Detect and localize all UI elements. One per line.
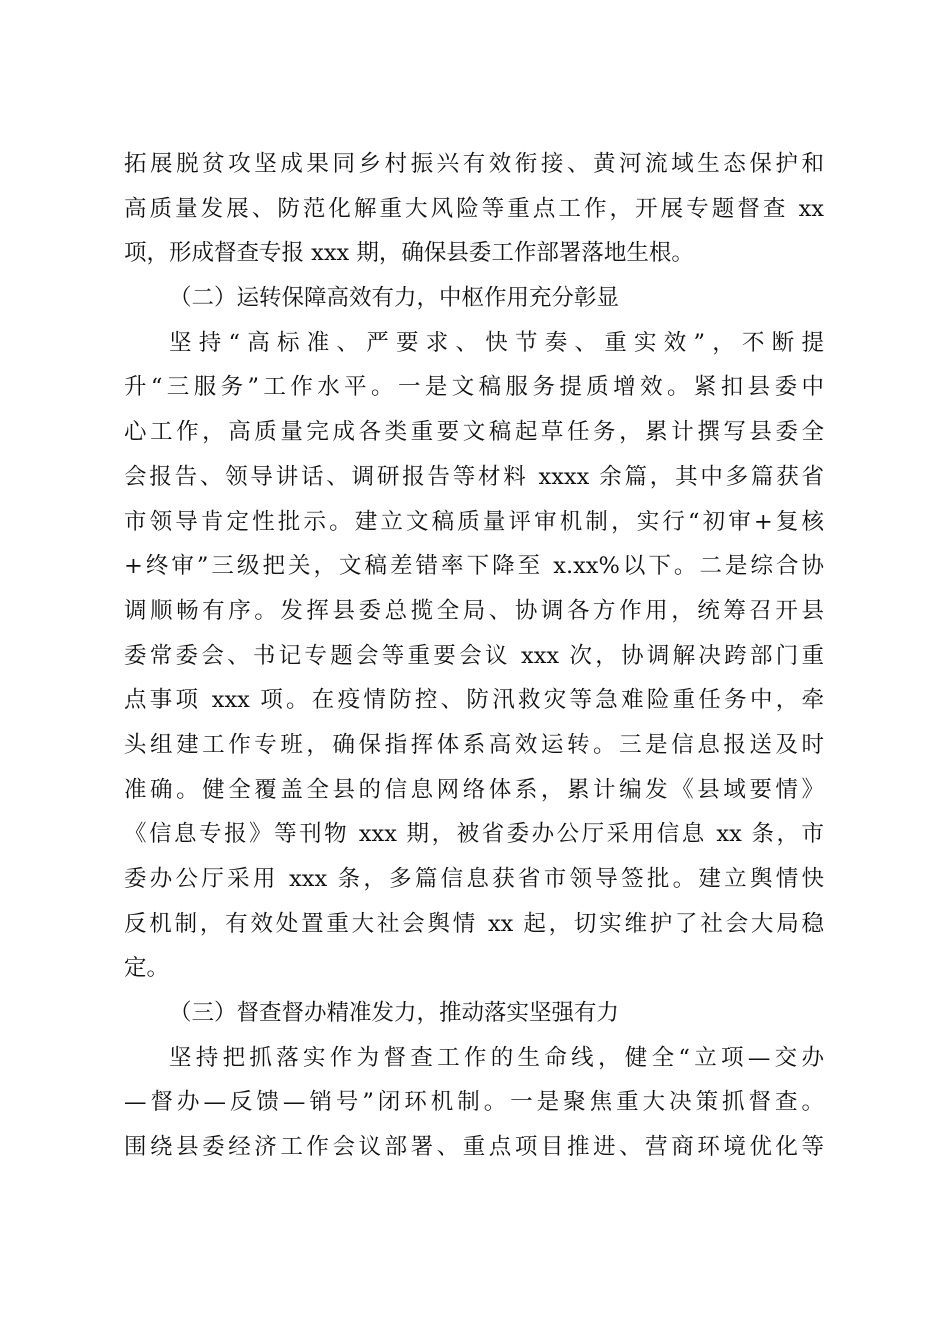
text-line-6: 升“三服务”工作水平。一是文稿服务提质增效。紧扣县委中 <box>124 374 824 401</box>
document-body <box>124 142 824 1170</box>
text-line-13: 点事项 xxx 项。在疫情防控、防汛救灾等急难险重任务中，牵 <box>124 687 824 714</box>
text-line-5: 坚持“高标准、严要求、快节奏、重实效”，不断提 <box>169 329 824 356</box>
text-line-14: 头组建工作专班，确保指挥体系高效运转。三是信息报送及时 <box>124 731 824 758</box>
section-heading-2: （二）运转保障高效有力，中枢作用充分彰显 <box>169 285 620 312</box>
text-line-22: —督办—反馈—销号”闭环机制。一是聚焦重大决策抓督查。 <box>124 1089 824 1116</box>
text-line-12: 委常委会、书记专题会等重要会议 xxx 次，协调解决跨部门重 <box>124 642 824 669</box>
text-line-15: 准确。健全覆盖全县的信息网络体系，累计编发《县域要情》 <box>124 776 824 803</box>
text-line-3: 项，形成督查专报 xxx 期，确保县委工作部署落地生根。 <box>124 240 694 267</box>
text-line-8: 会报告、领导讲话、调研报告等材料 xxxx 余篇，其中多篇获省 <box>124 463 824 490</box>
text-line-16: 《信息专报》等刊物 xxx 期，被省委办公厅采用信息 xx 条，市 <box>124 821 824 848</box>
text-line-11: 调顺畅有序。发挥县委总揽全局、协调各方作用，统筹召开县 <box>124 597 824 624</box>
text-line-18: 反机制，有效处置重大社会舆情 xx 起，切实维护了社会大局稳 <box>124 910 824 937</box>
text-line-9: 市领导肯定性批示。建立文稿质量评审机制，实行“初审+复核 <box>124 508 824 535</box>
text-line-10: +终审”三级把关，文稿差错率下降至 x.xx%以下。二是综合协 <box>124 553 824 580</box>
text-line-19: 定。 <box>124 955 170 982</box>
text-line-1: 拓展脱贫攻坚成果同乡村振兴有效衔接、黄河流域生态保护和 <box>124 151 824 177</box>
text-line-7: 心工作，高质量完成各类重要文稿起草任务，累计撰写县委全 <box>124 419 824 446</box>
text-line-2: 高质量发展、防范化解重大风险等重点工作，开展专题督查 xx <box>124 195 824 222</box>
text-line-17: 委办公厅采用 xxx 条，多篇信息获省市领导签批。建立舆情快 <box>124 866 824 892</box>
text-line-21: 坚持把抓落实作为督查工作的生命线，健全“立项—交办 <box>169 1044 824 1071</box>
text-line-23: 围绕县委经济工作会议部署、重点项目推进、营商环境优化等 <box>124 1134 824 1161</box>
section-heading-3: （三）督查督办精准发力，推动落实坚强有力 <box>169 1000 620 1027</box>
